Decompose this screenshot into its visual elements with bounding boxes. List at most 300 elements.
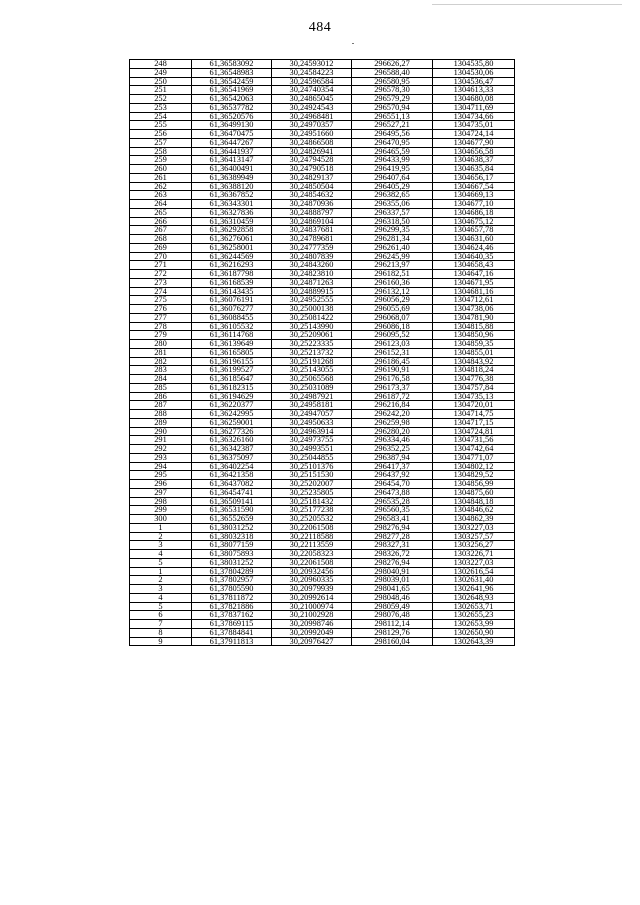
longitude-cell: 30,25213732 [272, 348, 352, 357]
table-row [130, 497, 515, 506]
y-coordinate-cell: 1304757,84 [433, 383, 515, 392]
x-coordinate-cell: 296056,29 [352, 296, 433, 305]
longitude-cell: 30,24869104 [272, 217, 352, 226]
point-number-cell: 277 [130, 313, 192, 322]
point-number-cell: 295 [130, 471, 192, 480]
latitude-cell: 61,36076191 [192, 296, 272, 305]
y-coordinate-cell: 1304656,17 [433, 173, 515, 182]
latitude-cell: 61,36187798 [192, 270, 272, 279]
x-coordinate-cell: 296095,52 [352, 331, 433, 340]
x-coordinate-cell: 296173,37 [352, 383, 433, 392]
latitude-cell: 61,36437082 [192, 480, 272, 489]
point-number-cell: 252 [130, 95, 192, 104]
longitude-cell: 30,24870936 [272, 200, 352, 209]
latitude-cell: 61,36276061 [192, 235, 272, 244]
longitude-cell: 30,25151530 [272, 471, 352, 480]
latitude-cell: 61,36258001 [192, 243, 272, 252]
point-number-cell: 254 [130, 112, 192, 121]
x-coordinate-cell: 296454,70 [352, 480, 433, 489]
y-coordinate-cell: 1304856,99 [433, 480, 515, 489]
latitude-cell: 61,36541969 [192, 86, 272, 95]
point-number-cell: 253 [130, 103, 192, 112]
table-row [130, 252, 515, 261]
latitude-cell: 61,36139649 [192, 340, 272, 349]
x-coordinate-cell: 298048,46 [352, 593, 433, 602]
x-coordinate-cell: 296382,65 [352, 191, 433, 200]
longitude-cell: 30,20992049 [272, 628, 352, 637]
table-row [130, 182, 515, 191]
point-number-cell: 267 [130, 226, 192, 235]
table-row [130, 558, 515, 567]
latitude-cell: 61,37884841 [192, 628, 272, 637]
longitude-cell: 30,24889915 [272, 287, 352, 296]
latitude-cell: 61,36402254 [192, 462, 272, 471]
x-coordinate-cell: 296419,95 [352, 165, 433, 174]
longitude-cell: 30,25143990 [272, 322, 352, 331]
table-row [130, 121, 515, 130]
latitude-cell: 61,36196155 [192, 357, 272, 366]
y-coordinate-cell: 1304781,90 [433, 313, 515, 322]
table-row [130, 340, 515, 349]
latitude-cell: 61,36413147 [192, 156, 272, 165]
latitude-cell: 61,37911813 [192, 637, 272, 646]
x-coordinate-cell: 296495,56 [352, 130, 433, 139]
point-number-cell: 285 [130, 383, 192, 392]
longitude-cell: 30,25191268 [272, 357, 352, 366]
x-coordinate-cell: 296352,25 [352, 445, 433, 454]
y-coordinate-cell: 1304714,75 [433, 410, 515, 419]
y-coordinate-cell: 1304815,88 [433, 322, 515, 331]
point-number-cell: 289 [130, 418, 192, 427]
x-coordinate-cell: 298040,91 [352, 567, 433, 576]
table-row [130, 462, 515, 471]
table-row [130, 436, 515, 445]
y-coordinate-cell: 1304734,66 [433, 112, 515, 121]
point-number-cell: 299 [130, 506, 192, 515]
table-row [130, 348, 515, 357]
point-number-cell: 258 [130, 147, 192, 156]
longitude-cell: 30,24596584 [272, 77, 352, 86]
x-coordinate-cell: 298276,94 [352, 558, 433, 567]
longitude-cell: 30,24924543 [272, 103, 352, 112]
point-number-cell: 294 [130, 462, 192, 471]
longitude-cell: 30,24950633 [272, 418, 352, 427]
latitude-cell: 61,38031252 [192, 523, 272, 532]
longitude-cell: 30,24789681 [272, 235, 352, 244]
y-coordinate-cell: 1304647,16 [433, 270, 515, 279]
latitude-cell: 61,36326160 [192, 436, 272, 445]
table-row [130, 165, 515, 174]
y-coordinate-cell: 1304640,35 [433, 252, 515, 261]
y-coordinate-cell: 1304735,13 [433, 392, 515, 401]
point-number-cell: 300 [130, 515, 192, 524]
longitude-cell: 30,22058323 [272, 550, 352, 559]
longitude-cell: 30,24866508 [272, 138, 352, 147]
point-number-cell: 276 [130, 305, 192, 314]
table-row [130, 287, 515, 296]
latitude-cell: 61,36076277 [192, 305, 272, 314]
x-coordinate-cell: 296187,72 [352, 392, 433, 401]
longitude-cell: 30,24826941 [272, 147, 352, 156]
x-coordinate-cell: 298041,65 [352, 585, 433, 594]
point-number-cell: 284 [130, 375, 192, 384]
y-coordinate-cell: 1303227,03 [433, 558, 515, 567]
latitude-cell: 61,36447267 [192, 138, 272, 147]
latitude-cell: 61,38077159 [192, 541, 272, 550]
table-row [130, 593, 515, 602]
point-number-cell: 1 [130, 567, 192, 576]
latitude-cell: 61,36520576 [192, 112, 272, 121]
y-coordinate-cell: 1304667,54 [433, 182, 515, 191]
longitude-cell: 30,24963914 [272, 427, 352, 436]
longitude-cell: 30,25081422 [272, 313, 352, 322]
y-coordinate-cell: 1304724,14 [433, 130, 515, 139]
point-number-cell: 296 [130, 480, 192, 489]
x-coordinate-cell: 296182,51 [352, 270, 433, 279]
point-number-cell: 250 [130, 77, 192, 86]
y-coordinate-cell: 1304711,69 [433, 103, 515, 112]
table-row [130, 401, 515, 410]
x-coordinate-cell: 298326,72 [352, 550, 433, 559]
x-coordinate-cell: 298327,31 [352, 541, 433, 550]
table-row [130, 208, 515, 217]
table-row [130, 296, 515, 305]
latitude-cell: 61,37804289 [192, 567, 272, 576]
table-row [130, 453, 515, 462]
x-coordinate-cell: 296626,27 [352, 60, 433, 69]
x-coordinate-cell: 296281,34 [352, 235, 433, 244]
latitude-cell: 61,36342387 [192, 445, 272, 454]
point-number-cell: 9 [130, 637, 192, 646]
x-coordinate-cell: 296527,21 [352, 121, 433, 130]
x-coordinate-cell: 296318,50 [352, 217, 433, 226]
table-row [130, 506, 515, 515]
point-number-cell: 271 [130, 261, 192, 270]
point-number-cell: 5 [130, 602, 192, 611]
x-coordinate-cell: 296387,94 [352, 453, 433, 462]
longitude-cell: 30,20992614 [272, 593, 352, 602]
table-row [130, 602, 515, 611]
table-row [130, 637, 515, 646]
table-row [130, 383, 515, 392]
table-row [130, 313, 515, 322]
longitude-cell: 30,24973755 [272, 436, 352, 445]
latitude-cell: 61,38031252 [192, 558, 272, 567]
x-coordinate-cell: 296068,07 [352, 313, 433, 322]
latitude-cell: 61,36542459 [192, 77, 272, 86]
longitude-cell: 30,24888797 [272, 208, 352, 217]
y-coordinate-cell: 1304735,01 [433, 121, 515, 130]
longitude-cell: 30,25065568 [272, 375, 352, 384]
table-row [130, 418, 515, 427]
longitude-cell: 30,24584223 [272, 68, 352, 77]
y-coordinate-cell: 1304720,01 [433, 401, 515, 410]
x-coordinate-cell: 296337,57 [352, 208, 433, 217]
latitude-cell: 61,36088455 [192, 313, 272, 322]
table-row [130, 112, 515, 121]
x-coordinate-cell: 296213,97 [352, 261, 433, 270]
x-coordinate-cell: 296560,35 [352, 506, 433, 515]
latitude-cell: 61,37869115 [192, 620, 272, 629]
point-number-cell: 265 [130, 208, 192, 217]
y-coordinate-cell: 1302631,40 [433, 576, 515, 585]
table-row [130, 620, 515, 629]
point-number-cell: 288 [130, 410, 192, 419]
latitude-cell: 61,37837162 [192, 611, 272, 620]
point-number-cell: 281 [130, 348, 192, 357]
x-coordinate-cell: 296280,20 [352, 427, 433, 436]
point-number-cell: 264 [130, 200, 192, 209]
y-coordinate-cell: 1304802,12 [433, 462, 515, 471]
y-coordinate-cell: 1304850,96 [433, 331, 515, 340]
latitude-cell: 61,36292858 [192, 226, 272, 235]
y-coordinate-cell: 1302655,23 [433, 611, 515, 620]
longitude-cell: 30,24871263 [272, 278, 352, 287]
table-row [130, 147, 515, 156]
y-coordinate-cell: 1304776,38 [433, 375, 515, 384]
longitude-cell: 30,21000974 [272, 602, 352, 611]
latitude-cell: 61,36470475 [192, 130, 272, 139]
x-coordinate-cell: 296132,12 [352, 287, 433, 296]
y-coordinate-cell: 1304675,12 [433, 217, 515, 226]
point-number-cell: 251 [130, 86, 192, 95]
table-row [130, 628, 515, 637]
x-coordinate-cell: 298129,76 [352, 628, 433, 637]
point-number-cell: 262 [130, 182, 192, 191]
point-number-cell: 249 [130, 68, 192, 77]
latitude-cell: 61,36454741 [192, 488, 272, 497]
x-coordinate-cell: 296334,46 [352, 436, 433, 445]
y-coordinate-cell: 1304536,47 [433, 77, 515, 86]
longitude-cell: 30,25101376 [272, 462, 352, 471]
table-row [130, 471, 515, 480]
y-coordinate-cell: 1302648,93 [433, 593, 515, 602]
table-row [130, 200, 515, 209]
table-row [130, 156, 515, 165]
x-coordinate-cell: 298276,94 [352, 523, 433, 532]
latitude-cell: 61,36367852 [192, 191, 272, 200]
longitude-cell: 30,22061508 [272, 523, 352, 532]
point-number-cell: 4 [130, 550, 192, 559]
longitude-cell: 30,24865045 [272, 95, 352, 104]
latitude-cell: 61,36143435 [192, 287, 272, 296]
point-number-cell: 3 [130, 541, 192, 550]
y-coordinate-cell: 1302616,54 [433, 567, 515, 576]
table-row [130, 60, 515, 69]
x-coordinate-cell: 298277,28 [352, 532, 433, 541]
y-coordinate-cell: 1304771,07 [433, 453, 515, 462]
y-coordinate-cell: 1304658,43 [433, 261, 515, 270]
x-coordinate-cell: 296578,30 [352, 86, 433, 95]
y-coordinate-cell: 1304530,06 [433, 68, 515, 77]
y-coordinate-cell: 1304624,46 [433, 243, 515, 252]
x-coordinate-cell: 296551,13 [352, 112, 433, 121]
x-coordinate-cell: 296152,31 [352, 348, 433, 357]
y-coordinate-cell: 1304731,56 [433, 436, 515, 445]
latitude-cell: 61,36259001 [192, 418, 272, 427]
table-row [130, 173, 515, 182]
point-number-cell: 256 [130, 130, 192, 139]
point-number-cell: 272 [130, 270, 192, 279]
y-coordinate-cell: 1304681,16 [433, 287, 515, 296]
y-coordinate-cell: 1304724,81 [433, 427, 515, 436]
point-number-cell: 5 [130, 558, 192, 567]
y-coordinate-cell: 1304631,60 [433, 235, 515, 244]
longitude-cell: 30,24837681 [272, 226, 352, 235]
y-coordinate-cell: 1304657,78 [433, 226, 515, 235]
latitude-cell: 61,36310459 [192, 217, 272, 226]
point-number-cell: 270 [130, 252, 192, 261]
y-coordinate-cell: 1304677,10 [433, 200, 515, 209]
latitude-cell: 61,36105532 [192, 322, 272, 331]
scan-speck [352, 43, 354, 44]
table-row [130, 278, 515, 287]
x-coordinate-cell: 296186,45 [352, 357, 433, 366]
latitude-cell: 61,36244569 [192, 252, 272, 261]
longitude-cell: 30,22113559 [272, 541, 352, 550]
point-number-cell: 266 [130, 217, 192, 226]
y-coordinate-cell: 1304677,90 [433, 138, 515, 147]
table-row [130, 68, 515, 77]
longitude-cell: 30,24993551 [272, 445, 352, 454]
point-number-cell: 3 [130, 585, 192, 594]
table-row [130, 427, 515, 436]
longitude-cell: 30,24947057 [272, 410, 352, 419]
table-row [130, 138, 515, 147]
table-row [130, 261, 515, 270]
table-row [130, 550, 515, 559]
y-coordinate-cell: 1304680,08 [433, 95, 515, 104]
table-row [130, 515, 515, 524]
point-number-cell: 257 [130, 138, 192, 147]
table-row [130, 541, 515, 550]
y-coordinate-cell: 1304638,37 [433, 156, 515, 165]
point-number-cell: 283 [130, 366, 192, 375]
latitude-cell: 61,36220377 [192, 401, 272, 410]
y-coordinate-cell: 1303257,57 [433, 532, 515, 541]
latitude-cell: 61,36165805 [192, 348, 272, 357]
y-coordinate-cell: 1304818,24 [433, 366, 515, 375]
latitude-cell: 61,36421358 [192, 471, 272, 480]
y-coordinate-cell: 1304717,15 [433, 418, 515, 427]
point-number-cell: 263 [130, 191, 192, 200]
latitude-cell: 61,36548983 [192, 68, 272, 77]
point-number-cell: 259 [130, 156, 192, 165]
y-coordinate-cell: 1302653,71 [433, 602, 515, 611]
longitude-cell: 30,24829137 [272, 173, 352, 182]
longitude-cell: 30,24968481 [272, 112, 352, 121]
y-coordinate-cell: 1304535,80 [433, 60, 515, 69]
x-coordinate-cell: 296299,35 [352, 226, 433, 235]
longitude-cell: 30,24854632 [272, 191, 352, 200]
longitude-cell: 30,25205532 [272, 515, 352, 524]
point-number-cell: 293 [130, 453, 192, 462]
table-row [130, 576, 515, 585]
latitude-cell: 61,36388120 [192, 182, 272, 191]
latitude-cell: 61,36583092 [192, 60, 272, 69]
latitude-cell: 61,37805590 [192, 585, 272, 594]
latitude-cell: 61,36242995 [192, 410, 272, 419]
latitude-cell: 61,36375097 [192, 453, 272, 462]
longitude-cell: 30,25143055 [272, 366, 352, 375]
longitude-cell: 30,25235805 [272, 488, 352, 497]
longitude-cell: 30,24593012 [272, 60, 352, 69]
latitude-cell: 61,36441937 [192, 147, 272, 156]
table-row [130, 95, 515, 104]
latitude-cell: 61,36389949 [192, 173, 272, 182]
latitude-cell: 61,36168539 [192, 278, 272, 287]
longitude-cell: 30,21002928 [272, 611, 352, 620]
latitude-cell: 61,36327836 [192, 208, 272, 217]
y-coordinate-cell: 1304712,61 [433, 296, 515, 305]
table-row [130, 445, 515, 454]
point-number-cell: 2 [130, 532, 192, 541]
point-number-cell: 290 [130, 427, 192, 436]
longitude-cell: 30,24807839 [272, 252, 352, 261]
x-coordinate-cell: 296588,40 [352, 68, 433, 77]
longitude-cell: 30,20960335 [272, 576, 352, 585]
point-number-cell: 269 [130, 243, 192, 252]
longitude-cell: 30,20979939 [272, 585, 352, 594]
latitude-cell: 61,36277326 [192, 427, 272, 436]
x-coordinate-cell: 296583,41 [352, 515, 433, 524]
longitude-cell: 30,24794528 [272, 156, 352, 165]
point-number-cell: 280 [130, 340, 192, 349]
x-coordinate-cell: 296470,95 [352, 138, 433, 147]
x-coordinate-cell: 296407,64 [352, 173, 433, 182]
y-coordinate-cell: 1304613,33 [433, 86, 515, 95]
latitude-cell: 61,36542063 [192, 95, 272, 104]
y-coordinate-cell: 1303256,27 [433, 541, 515, 550]
y-coordinate-cell: 1303226,71 [433, 550, 515, 559]
x-coordinate-cell: 298059,49 [352, 602, 433, 611]
longitude-cell: 30,24823810 [272, 270, 352, 279]
longitude-cell: 30,24740354 [272, 86, 352, 95]
y-coordinate-cell: 1304862,39 [433, 515, 515, 524]
longitude-cell: 30,24850504 [272, 182, 352, 191]
table-row [130, 611, 515, 620]
y-coordinate-cell: 1304671,95 [433, 278, 515, 287]
x-coordinate-cell: 296245,99 [352, 252, 433, 261]
latitude-cell: 61,36537782 [192, 103, 272, 112]
top-scan-rule [432, 4, 622, 5]
longitude-cell: 30,25177238 [272, 506, 352, 515]
point-number-cell: 287 [130, 401, 192, 410]
latitude-cell: 61,38032318 [192, 532, 272, 541]
x-coordinate-cell: 296579,29 [352, 95, 433, 104]
longitude-cell: 30,25202007 [272, 480, 352, 489]
y-coordinate-cell: 1302643,39 [433, 637, 515, 646]
y-coordinate-cell: 1304875,60 [433, 488, 515, 497]
x-coordinate-cell: 296055,69 [352, 305, 433, 314]
y-coordinate-cell: 1304656,58 [433, 147, 515, 156]
point-number-cell: 260 [130, 165, 192, 174]
y-coordinate-cell: 1302641,96 [433, 585, 515, 594]
y-coordinate-cell: 1303227,03 [433, 523, 515, 532]
point-number-cell: 8 [130, 628, 192, 637]
table-row [130, 567, 515, 576]
y-coordinate-cell: 1304843,92 [433, 357, 515, 366]
latitude-cell: 61,37811872 [192, 593, 272, 602]
y-coordinate-cell: 1304859,35 [433, 340, 515, 349]
table-row [130, 217, 515, 226]
longitude-cell: 30,22118588 [272, 532, 352, 541]
table-row [130, 331, 515, 340]
x-coordinate-cell: 296355,06 [352, 200, 433, 209]
y-coordinate-cell: 1304829,52 [433, 471, 515, 480]
longitude-cell: 30,25223335 [272, 340, 352, 349]
x-coordinate-cell: 296160,36 [352, 278, 433, 287]
